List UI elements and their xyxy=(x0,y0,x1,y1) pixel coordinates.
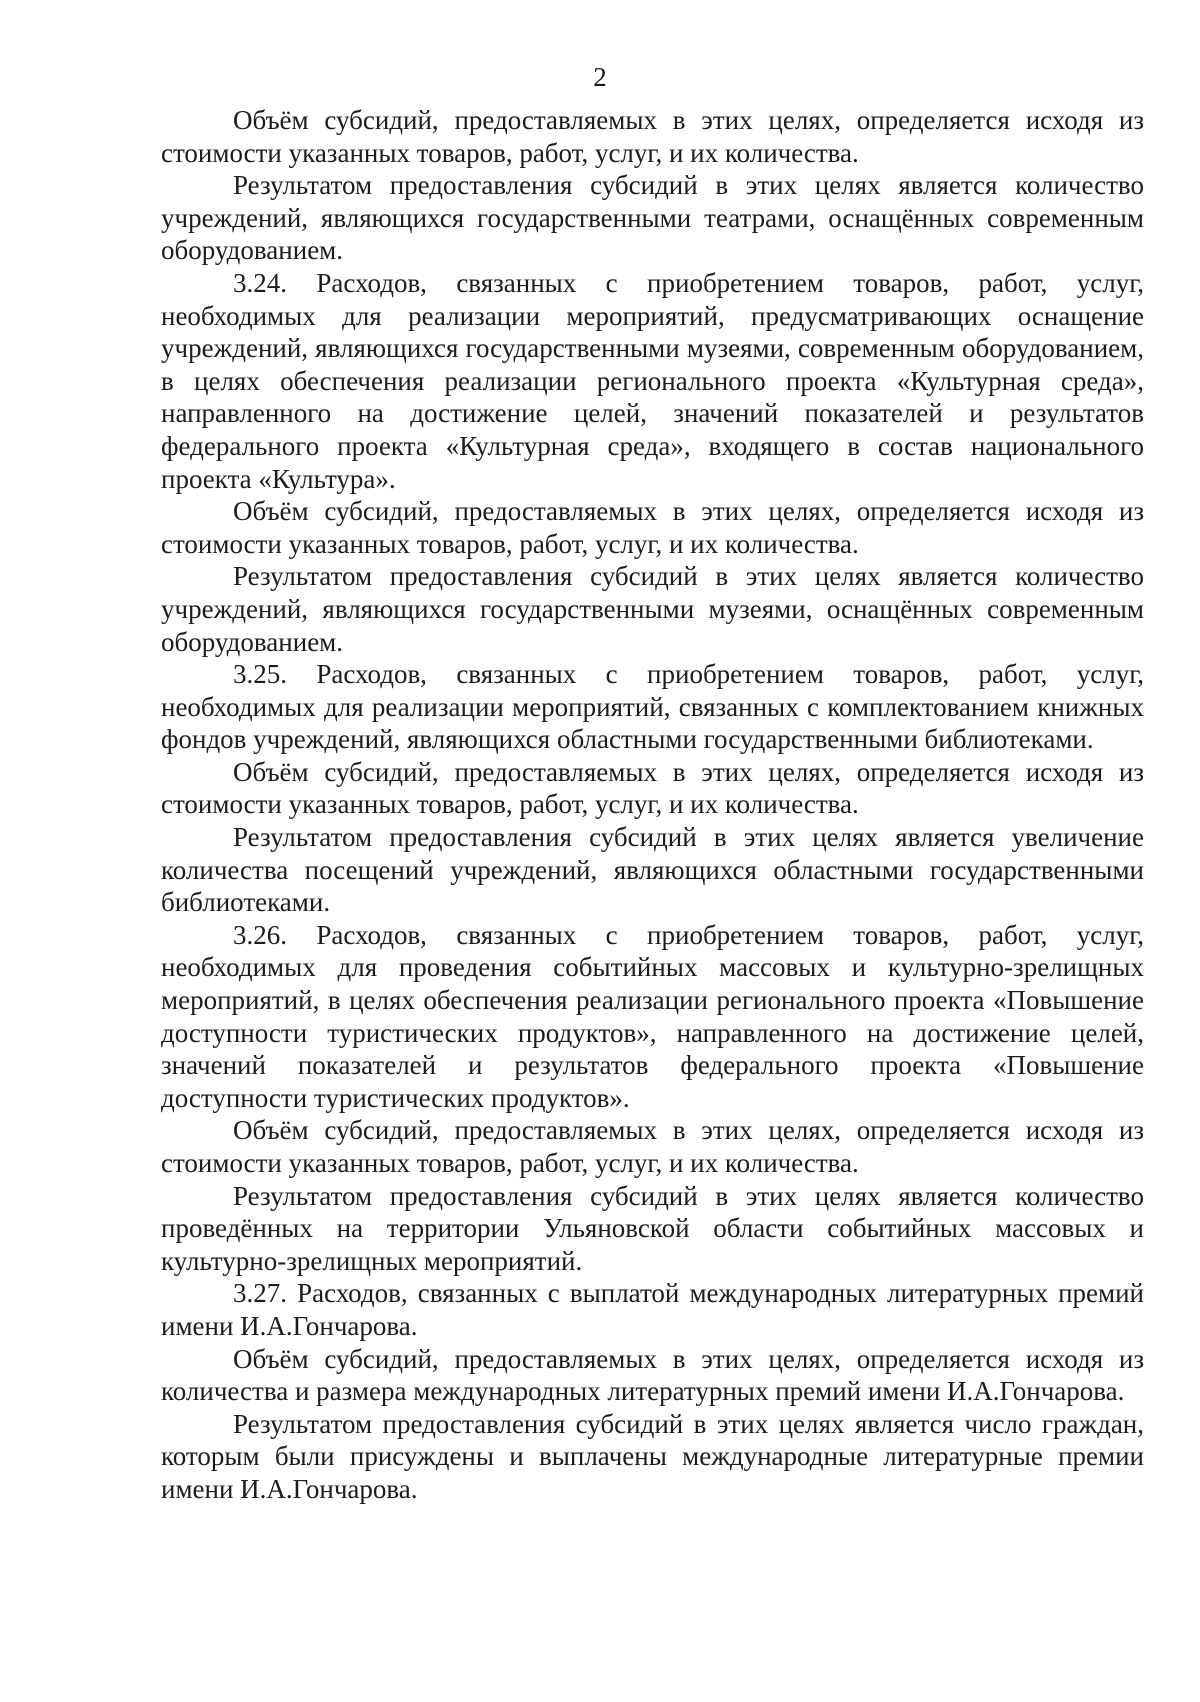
paragraph-result-museums: Результатом предоставления субсидий в этих целях является количество учреждений, являющихся государственными музеями, оснащённых современным оборудованием. xyxy=(161,561,1144,657)
paragraph-subsidy-volume: Объём субсидий, предоставляемых в этих целях, определяется исходя из стоимости указанных товаров, работ, услуг, и их количества. xyxy=(161,756,1144,820)
paragraph-clause-3-26: 3.26. Расходов, связанных с приобретением товаров, работ, услуг, необходимых для проведения событийных массовых и культурно-зрелищных мероприятий, в целях обеспечения реализации регионального проекта «Повышение доступности туристических продуктов», направленного на достижение целей, значений показателей и результатов федерального проекта «Повышение доступности туристических продуктов». xyxy=(161,919,1144,1113)
document-body xyxy=(161,104,1144,1506)
paragraph-clause-3-24: 3.24. Расходов, связанных с приобретением товаров, работ, услуг, необходимых для реализации мероприятий, предусматривающих оснащение учреждений, являющихся государственными музеями, современным оборудованием, в целях обеспечения реализации регионального проекта «Культурная среда», направленного на достижение целей, значений показателей и результатов федерального проекта «Культурная среда», входящего в состав национального проекта «Культура». xyxy=(161,267,1144,494)
paragraph-clause-3-27: 3.27. Расходов, связанных с выплатой международных литературных премий имени И.А.Гончарова. xyxy=(161,1278,1144,1341)
paragraph-subsidy-volume: Объём субсидий, предоставляемых в этих целях, определяется исходя из стоимости указанных товаров, работ, услуг, и их количества. xyxy=(161,1115,1144,1178)
paragraph-result-libraries: Результатом предоставления субсидий в этих целях является увеличение количества посещений учреждений, являющихся областными государственными библиотеками. xyxy=(161,822,1144,918)
paragraph-subsidy-volume: Объём субсидий, предоставляемых в этих целях, определяется исходя из стоимости указанных товаров, работ, услуг, и их количества. xyxy=(161,496,1144,559)
paragraph-result-theatres: Результатом предоставления субсидий в этих целях является количество учреждений, являющихся государственными театрами, оснащённых современным оборудованием. xyxy=(161,170,1144,266)
paragraph-clause-3-25: 3.25. Расходов, связанных с приобретением товаров, работ, услуг, необходимых для реализации мероприятий, связанных с комплектованием книжных фондов учреждений, являющихся областными государственными библиотеками. xyxy=(161,659,1144,755)
paragraph-subsidy-volume-prizes: Объём субсидий, предоставляемых в этих целях, определяется исходя из количества и размера международных литературных премий имени И.А.Гончарова. xyxy=(161,1343,1144,1407)
paragraph-result-events: Результатом предоставления субсидий в этих целях является количество проведённых на территории Ульяновской области событийных массовых и культурно-зрелищных мероприятий. xyxy=(161,1180,1144,1276)
paragraph-result-prizes: Результатом предоставления субсидий в этих целях является число граждан, которым были присуждены и выплачены международные литературные премии имени И.А.Гончарова. xyxy=(161,1408,1144,1504)
paragraph-subsidy-volume: Объём субсидий, предоставляемых в этих целях, определяется исходя из стоимости указанных товаров, работ, услуг, и их количества. xyxy=(161,105,1144,168)
page-number: 2 xyxy=(593,62,607,92)
